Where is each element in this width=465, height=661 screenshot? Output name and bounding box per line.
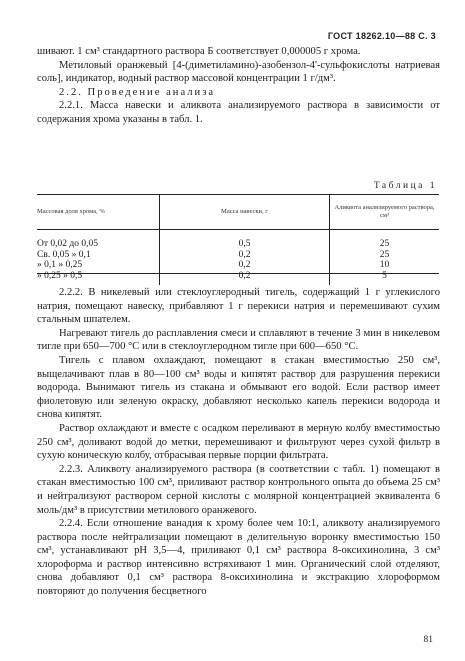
top-text-block	[37, 45, 440, 127]
table-cell: 0,2	[160, 260, 330, 271]
table-cell: 0,5	[160, 230, 330, 250]
table-cell: 0,2	[160, 271, 330, 286]
paragraph: Раствор охлаждают и вместе с осадком переливают в мерную колбу вместимостью 250 см³, доливают водой до метки, перемешивают и фильтруют через сухой фильтр в сухую коническую колбу, отбрасывая первые порции фильтрата.	[37, 422, 440, 462]
paragraph: 2.2.1. Масса навески и аликвота анализируемого раствора в зависимости от содержания хрома указаны в табл. 1.	[37, 100, 440, 125]
paragraph: Метиловый оранжевый [4-(диметиламино)-азобензол-4'-сульфокислоты натриевая соль], индикатор, водный раствор массовой концентрации 1 г/дм³.	[37, 59, 440, 85]
paragraph: Тигель с плавом охлаждают, помещают в стакан вместимостью 250 см³, выщелачивают плав в 80—100 см³ воды и кипятят раствор для разрушения перекиси водорода. Вынимают тигель из стакана и обмывают его водой. Если раствор имеет фиолетовую или зеленую окраску, добавляют несколько капель перекиси водорода и снова кипятят.	[37, 354, 440, 421]
page-number: 81	[423, 635, 433, 645]
bottom-text-block	[37, 286, 440, 599]
table-row	[37, 250, 439, 261]
table-cell: 5	[330, 271, 440, 286]
table-bottom-rule	[37, 273, 439, 274]
column-header: Аликвота анализируемого раствора, см³	[330, 195, 440, 230]
table-row	[37, 260, 439, 271]
table-header-row	[37, 195, 439, 230]
table-row	[37, 230, 439, 250]
paragraph: Нагревают тигель до расплавления смеси и сплавляют в течение 3 мин в никелевом тигле при 650—700 °С или в стеклоуглеродном тигле при 600—650 °С.	[37, 327, 440, 353]
data-table	[37, 194, 439, 285]
section-heading-text: 2.2. Проведение анализа	[59, 86, 216, 98]
paragraph: 2.2.4. Если отношение ванадия к хрому более чем 10:1, аликвоту анализируемого раствора после нейтрализации помещают в делительную воронку вместимостью 150 см³, устанавливают pH 3,5—4, приливают 0,1 см³ раствора 8-оксихинолина, 3 см³ хлороформа и раствор интенсивно встряхивают 1 мин. Органический слой отделяют, снова добавляют 0,1 см³ раствора 8-оксихинолина и экстракцию хлороформом повторяют до получения бесцветного	[37, 518, 440, 598]
column-header: Массовая доля хрома, %	[37, 195, 160, 230]
table-cell: От 0,02 до 0,05	[37, 239, 98, 249]
table-cell: 25	[330, 230, 440, 250]
column-header: Масса навески, г	[160, 195, 330, 230]
table-cell: 0,2	[160, 250, 330, 261]
table-cell: 10	[330, 260, 440, 271]
section-heading	[37, 86, 440, 100]
table-cell: » 0,1 » 0,25	[37, 260, 83, 270]
paragraph: шивают. 1 см³ стандартного раствора Б соответствует 0,000005 г хрома.	[37, 46, 361, 57]
table-cell: Св. 0,05 » 0,1	[37, 249, 91, 260]
paragraph: 2.2.3. Аликвоту анализируемого раствора (в соответствии с табл. 1) помещают в стакан вместимостью 100 см³, приливают раствор контрольного опыта до объема 25 см³ и нейтрализуют раствором серной кислоты с молярной концентрацией эквивалента 6 моль/дм³ в присутствии метилового оранжевого.	[37, 463, 440, 516]
paragraph: 2.2.2. В никелевый или стеклоуглеродный тигель, содержащий 1 г углекислого натрия, помещают навеску, прибавляют 1 г перекиси натрия и перемешивают сухим стальным шпателем.	[37, 287, 440, 326]
table-cell: » 0,25 » 0,5	[37, 270, 83, 281]
table-cell: 25	[330, 250, 440, 261]
page-header: ГОСТ 18262.10—88 С. 3	[327, 31, 436, 41]
table-caption: Таблица 1	[373, 181, 437, 191]
